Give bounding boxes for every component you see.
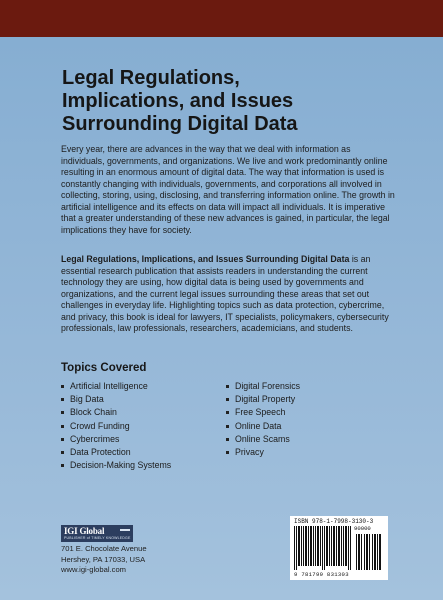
topic-item: Online Data — [226, 420, 300, 433]
topic-item: Privacy — [226, 446, 300, 459]
topic-item: Digital Property — [226, 393, 300, 406]
publisher-address — [61, 544, 147, 576]
publisher-logo-text: IGI Global — [64, 526, 105, 536]
book-title — [62, 67, 392, 136]
topic-item: Big Data — [61, 393, 171, 406]
title-line-3: Surrounding Digital Data — [62, 113, 298, 135]
topic-item: Block Chain — [61, 406, 171, 419]
description-paragraph — [61, 254, 396, 335]
description-book-title: Legal Regulations, Implications, and Issues Surrounding Digital Data — [61, 254, 350, 264]
topic-item: Data Protection — [61, 446, 171, 459]
topic-item: Free Speech — [226, 406, 300, 419]
title-line-2: Implications, and Issues — [62, 90, 294, 112]
topic-item: Cybercrimes — [61, 433, 171, 446]
topic-item: Decision-Making Systems — [61, 459, 171, 472]
supplement-barcode-bars — [356, 534, 382, 570]
intro-paragraph: Every year, there are advances in the way that we deal with information as individuals, governments, and organizations. We live and work predominantly online resulting in an enormous amount of digital data. The way that information is used is constantly changing with individuals, governments, and corporations all involved in collecting, storing, using, disclosing, and transferring information online. The growth in artificial intelligence and its effects on data will impact all individuals. It is imperative that a greater understanding of these new advances is gained, in particular, the legal implications they have for society. — [61, 144, 395, 235]
publisher-logo-tagline: PUBLISHER of TIMELY KNOWLEDGE — [64, 536, 131, 540]
address-line-1: 701 E. Chocolate Avenue — [61, 544, 147, 553]
logo-accent-bar — [120, 529, 130, 531]
topics-column-2 — [226, 380, 300, 459]
topic-item: Online Scams — [226, 433, 300, 446]
topic-item: Digital Forensics — [226, 380, 300, 393]
barcode-digits: 9 781799 831303 — [294, 571, 349, 578]
publisher-website: www.igi-global.com — [61, 565, 126, 574]
isbn-text: ISBN 978-1-7998-3130-3 — [294, 518, 374, 525]
topic-item: Crowd Funding — [61, 420, 171, 433]
top-color-band — [0, 0, 443, 37]
isbn-barcode — [290, 516, 388, 580]
description-text: is an essential research publication that assists readers in understanding the current technology they are using, how digital data is being used by governments and organizations, and the current legal issues surrounding these areas that set out challenges in everyday life. Highlighting topics such as data protection, cybercrime, and privacy, this book is ideal for lawyers, IT specialists, policymakers, cybersecurity professionals, law professionals, researchers, academicians, and students. — [61, 254, 389, 333]
publisher-logo — [61, 525, 133, 542]
topic-item: Artificial Intelligence — [61, 380, 171, 393]
topics-column-1 — [61, 380, 171, 472]
topics-heading: Topics Covered — [61, 362, 147, 374]
title-line-1: Legal Regulations, — [62, 67, 240, 89]
barcode-bars — [294, 526, 352, 570]
address-line-2: Hershey, PA 17033, USA — [61, 554, 146, 564]
supplement-number: 90000 — [354, 525, 371, 532]
